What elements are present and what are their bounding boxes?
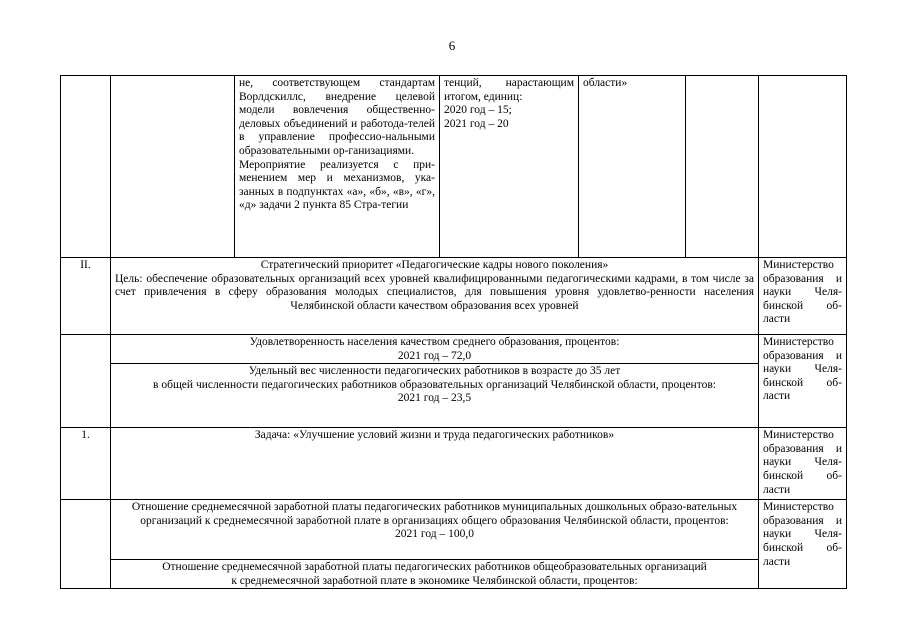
priority-goal: Цель: обеспечение образовательных организаций всех уровней квалифицированными педагогическими кадрами, в том числе за счет привлечения в сферу образования молодых специалистов, для повышения уровня удовлетво-ренности населения Челябинской области качеством образования всех уровней (115, 272, 754, 312)
section-number-cell: II. (61, 258, 111, 335)
task-title-cell: Задача: «Улучшение условий жизни и труда педагогических работников» (111, 428, 759, 500)
table-row-priority (61, 258, 847, 335)
table-row-indicator (61, 560, 847, 589)
empty-cell (759, 76, 847, 258)
table-row-continued (61, 76, 847, 258)
empty-cell (686, 76, 759, 258)
measure-description-cell: не, соответствующем стандартам Ворлдскиллс, внедрение целевой модели вовлечения общественно-деловых объединений и работода-телей в управление профессио-нальными образовательными ор-ганизациями. Мероприятие реализуется с при-менением мер и механизмов, ука-занных в подпунктах «а», «б», «в», «г», «д» задачи 2 пункта 85 Стра-тегии (235, 76, 440, 258)
indicator-values-cell: тенций, нарастающим итогом, единиц: 2020 год – 15; 2021 год – 20 (440, 76, 579, 258)
table-row-indicator (61, 364, 847, 428)
priority-title: Стратегический приоритет «Педагогические кадры нового поколения» (260, 259, 609, 271)
indicator-cell: Удельный вес численности педагогических работников в возрасте до 35 лет в общей численности педагогических работников образовательных организаций Челябинской области, процентов: 2021 год – 23,5 (111, 364, 759, 428)
ministry-cell: Министерство образования и науки Челя-бинской об-ласти (759, 428, 847, 500)
table-row-indicator (61, 335, 847, 364)
priority-cell (111, 258, 759, 335)
indicator-cell: Удовлетворенность населения качеством среднего образования, процентов: 2021 год – 72,0 (111, 335, 759, 364)
empty-cell (111, 76, 235, 258)
strategy-table (60, 75, 847, 589)
number-cell (61, 76, 111, 258)
table-row-task (61, 428, 847, 500)
ministry-cell: Министерство образования и науки Челя-бинской об-ласти (759, 258, 847, 335)
number-cell (61, 335, 111, 428)
task-number-cell: 1. (61, 428, 111, 500)
indicator-cell: Отношение среднемесячной заработной платы педагогических работников муниципальных дошкольных образо-вательных организаций к среднемесячной заработной плате в организациях общего образования Челябинской области, процентов: 2021 год – 100,0 (111, 500, 759, 560)
indicator-cell: Отношение среднемесячной заработной платы педагогических работников общеобразовательных организаций к среднемесячной заработной плате в экономике Челябинской области, процентов: (111, 560, 759, 589)
executor-cell: области» (579, 76, 686, 258)
number-cell (61, 500, 111, 589)
table-row-indicator (61, 500, 847, 560)
ministry-cell: Министерство образования и науки Челя-бинской об-ласти (759, 335, 847, 428)
page-number: 6 (448, 38, 456, 53)
ministry-cell: Министерство образования и науки Челя-бинской об-ласти (759, 500, 847, 589)
